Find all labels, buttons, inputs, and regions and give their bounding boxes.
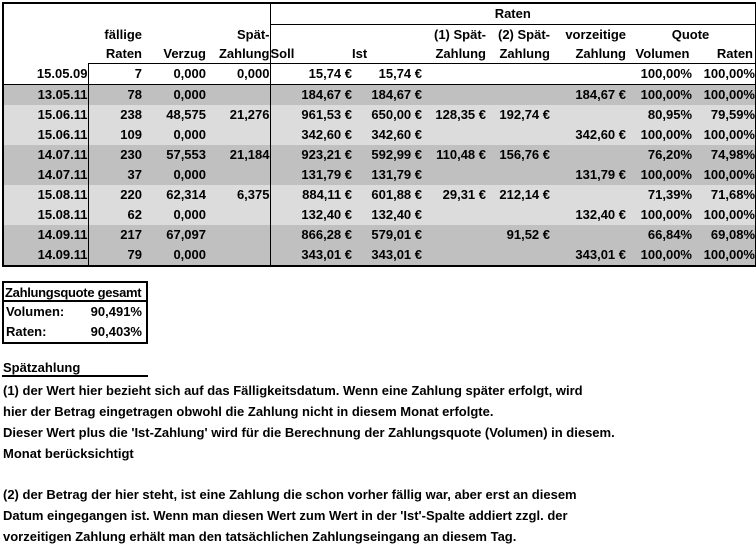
note1-line: (1) der Wert hier bezieht sich auf das Fälligkeitsdatum. Wenn eine Zahlung später erfolgt, wird bbox=[3, 383, 583, 398]
cell-spaetzahlung-1 bbox=[422, 205, 486, 225]
cell-faellige-raten: 7 bbox=[88, 64, 142, 85]
cell-date: 15.05.09 bbox=[3, 64, 88, 85]
cell-spaetzahlung-2 bbox=[486, 245, 550, 266]
cell-spaetzahlung-2 bbox=[486, 85, 550, 106]
cell-soll: 131,79 € bbox=[270, 165, 352, 185]
cell-quote-volumen: 100,00% bbox=[626, 205, 692, 225]
cell-faellige-raten: 238 bbox=[88, 105, 142, 125]
header-spaet2-line1: (2) Spät- bbox=[498, 27, 550, 42]
cell-verzug: 48,575 bbox=[142, 105, 206, 125]
cell-spaetzahlung-2: 212,14 € bbox=[486, 185, 550, 205]
cell-quote-volumen: 71,39% bbox=[626, 185, 692, 205]
table-row bbox=[3, 145, 756, 165]
cell-spaetzahlung-1 bbox=[422, 125, 486, 145]
cell-ist: 15,74 € bbox=[352, 64, 422, 85]
cell-spaetzahlung: 0,000 bbox=[206, 64, 270, 85]
cell-quote-raten: 100,00% bbox=[692, 125, 756, 145]
cell-date: 14.09.11 bbox=[3, 225, 88, 245]
table-header-row bbox=[3, 25, 756, 64]
header-quote-label: Quote bbox=[671, 27, 710, 42]
cell-spaetzahlung bbox=[206, 165, 270, 185]
cell-spaetzahlung-2: 91,52 € bbox=[486, 225, 550, 245]
cell-date: 14.07.11 bbox=[3, 145, 88, 165]
cell-soll: 866,28 € bbox=[270, 225, 352, 245]
note-paragraph-1 bbox=[3, 380, 615, 464]
header-ist-label: Ist bbox=[352, 46, 368, 61]
note1-line: hier der Betrag eingetragen obwohl die Zahlung nicht in diesem Monat erfolgte. bbox=[3, 404, 494, 419]
table-row bbox=[3, 205, 756, 225]
header-faellige-raten bbox=[88, 25, 142, 64]
cell-ist: 650,00 € bbox=[352, 105, 422, 125]
cell-faellige-raten: 78 bbox=[88, 85, 142, 106]
header-faellige-line2: Raten bbox=[105, 46, 142, 61]
cell-quote-raten: 100,00% bbox=[692, 245, 756, 266]
cell-quote-volumen: 76,20% bbox=[626, 145, 692, 165]
cell-spaetzahlung bbox=[206, 225, 270, 245]
cell-ist: 132,40 € bbox=[352, 205, 422, 225]
cell-verzug: 57,553 bbox=[142, 145, 206, 165]
table-row bbox=[3, 245, 756, 266]
cell-quote-raten: 69,08% bbox=[692, 225, 756, 245]
cell-ist: 601,88 € bbox=[352, 185, 422, 205]
header-quote-group bbox=[626, 25, 756, 64]
cell-vorzeitige: 342,60 € bbox=[550, 125, 626, 145]
summary-raten-label: Raten: bbox=[6, 324, 47, 339]
cell-spaetzahlung-2 bbox=[486, 165, 550, 185]
cell-faellige-raten: 37 bbox=[88, 165, 142, 185]
cell-faellige-raten: 62 bbox=[88, 205, 142, 225]
header-raten-label: Raten bbox=[716, 46, 753, 61]
cell-vorzeitige: 131,79 € bbox=[550, 165, 626, 185]
header-vorz-line1: vorzeitige bbox=[565, 27, 626, 42]
header-verzug bbox=[142, 25, 206, 64]
cell-verzug: 0,000 bbox=[142, 205, 206, 225]
table-row bbox=[3, 185, 756, 205]
cell-ist: 343,01 € bbox=[352, 245, 422, 266]
cell-quote-volumen: 100,00% bbox=[626, 165, 692, 185]
cell-verzug: 0,000 bbox=[142, 64, 206, 85]
header-date bbox=[3, 25, 88, 64]
cell-spaetzahlung: 6,375 bbox=[206, 185, 270, 205]
note2-line: vorzeitigen Zahlung erhält man den tatsächlichen Zahlungseingang an diesem Tag. bbox=[3, 529, 517, 544]
cell-faellige-raten: 230 bbox=[88, 145, 142, 165]
table-row bbox=[3, 64, 756, 85]
cell-soll: 184,67 € bbox=[270, 85, 352, 106]
payments-table bbox=[2, 2, 756, 267]
cell-vorzeitige: 132,40 € bbox=[550, 205, 626, 225]
cell-quote-raten: 100,00% bbox=[692, 64, 756, 85]
table-row bbox=[3, 225, 756, 245]
table-row bbox=[3, 85, 756, 106]
cell-spaetzahlung-2: 156,76 € bbox=[486, 145, 550, 165]
header-verzug-label: Verzug bbox=[163, 46, 206, 61]
note1-line: Monat berücksichtigt bbox=[3, 446, 134, 461]
table-row bbox=[3, 105, 756, 125]
notes-heading: Spätzahlung bbox=[2, 360, 148, 377]
cell-spaetzahlung-1: 128,35 € bbox=[422, 105, 486, 125]
cell-date: 15.08.11 bbox=[3, 205, 88, 225]
group-header-spacer bbox=[3, 3, 270, 25]
cell-vorzeitige: 184,67 € bbox=[550, 85, 626, 106]
cell-date: 13.05.11 bbox=[3, 85, 88, 106]
cell-spaetzahlung-2: 192,74 € bbox=[486, 105, 550, 125]
cell-spaetzahlung-2 bbox=[486, 125, 550, 145]
cell-verzug: 0,000 bbox=[142, 85, 206, 106]
cell-verzug: 0,000 bbox=[142, 125, 206, 145]
table-row bbox=[3, 125, 756, 145]
cell-date: 14.09.11 bbox=[3, 245, 88, 266]
cell-spaetzahlung-2 bbox=[486, 205, 550, 225]
header-spaet2-line2: Zahlung bbox=[499, 46, 550, 61]
header-soll bbox=[270, 25, 352, 64]
header-vorzeitige-zahlung bbox=[550, 25, 626, 64]
cell-verzug: 62,314 bbox=[142, 185, 206, 205]
cell-soll: 343,01 € bbox=[270, 245, 352, 266]
cell-quote-raten: 100,00% bbox=[692, 165, 756, 185]
cell-date: 14.07.11 bbox=[3, 165, 88, 185]
header-spaet-line1: Spät- bbox=[237, 27, 270, 42]
cell-quote-volumen: 100,00% bbox=[626, 125, 692, 145]
payment-quote-summary-box bbox=[2, 281, 148, 344]
cell-spaetzahlung-1 bbox=[422, 245, 486, 266]
cell-ist: 184,67 € bbox=[352, 85, 422, 106]
cell-verzug: 0,000 bbox=[142, 245, 206, 266]
summary-raten-row bbox=[4, 322, 146, 342]
cell-quote-raten: 100,00% bbox=[692, 85, 756, 106]
header-spaetzahlung-2 bbox=[486, 25, 550, 64]
table-row bbox=[3, 165, 756, 185]
cell-quote-raten: 71,68% bbox=[692, 185, 756, 205]
cell-quote-volumen: 100,00% bbox=[626, 85, 692, 106]
cell-soll: 884,11 € bbox=[270, 185, 352, 205]
note1-line: Dieser Wert plus die 'Ist-Zahlung' wird für die Berechnung der Zahlungsquote (Volumen) in diesem. bbox=[3, 425, 615, 440]
header-spaetzahlung-1 bbox=[422, 25, 486, 64]
cell-vorzeitige bbox=[550, 105, 626, 125]
summary-box-title: Zahlungsquote gesamt bbox=[4, 283, 146, 302]
cell-spaetzahlung-1: 29,31 € bbox=[422, 185, 486, 205]
summary-volumen-row bbox=[4, 302, 146, 322]
cell-faellige-raten: 217 bbox=[88, 225, 142, 245]
cell-verzug: 67,097 bbox=[142, 225, 206, 245]
cell-date: 15.06.11 bbox=[3, 125, 88, 145]
cell-spaetzahlung-1 bbox=[422, 165, 486, 185]
cell-quote-volumen: 100,00% bbox=[626, 245, 692, 266]
cell-spaetzahlung bbox=[206, 125, 270, 145]
cell-spaetzahlung bbox=[206, 85, 270, 106]
header-spaetzahlung bbox=[206, 25, 270, 64]
header-spaet-line2: Zahlung bbox=[218, 46, 270, 61]
header-ist bbox=[352, 25, 422, 64]
header-faellige-line1: fällige bbox=[104, 27, 142, 42]
group-header-raten: Raten bbox=[270, 3, 756, 25]
cell-faellige-raten: 220 bbox=[88, 185, 142, 205]
cell-vorzeitige bbox=[550, 64, 626, 85]
cell-quote-raten: 74,98% bbox=[692, 145, 756, 165]
cell-ist: 131,79 € bbox=[352, 165, 422, 185]
cell-verzug: 0,000 bbox=[142, 165, 206, 185]
cell-spaetzahlung-1 bbox=[422, 225, 486, 245]
cell-spaetzahlung: 21,276 bbox=[206, 105, 270, 125]
header-quote-columns bbox=[626, 44, 755, 63]
cell-vorzeitige: 343,01 € bbox=[550, 245, 626, 266]
header-vorz-line2: Zahlung bbox=[575, 46, 626, 61]
cell-vorzeitige bbox=[550, 225, 626, 245]
cell-soll: 961,53 € bbox=[270, 105, 352, 125]
cell-ist: 579,01 € bbox=[352, 225, 422, 245]
summary-raten-value: 90,403% bbox=[90, 324, 142, 339]
cell-vorzeitige bbox=[550, 145, 626, 165]
summary-volumen-label: Volumen: bbox=[6, 304, 65, 319]
cell-vorzeitige bbox=[550, 185, 626, 205]
cell-spaetzahlung-2 bbox=[486, 64, 550, 85]
header-volumen-label: Volumen bbox=[635, 46, 690, 61]
table-group-header-row bbox=[3, 3, 756, 25]
cell-faellige-raten: 79 bbox=[88, 245, 142, 266]
cell-spaetzahlung-1: 110,48 € bbox=[422, 145, 486, 165]
note-paragraph-2 bbox=[3, 484, 577, 547]
cell-spaetzahlung-1 bbox=[422, 85, 486, 106]
cell-quote-volumen: 80,95% bbox=[626, 105, 692, 125]
cell-date: 15.06.11 bbox=[3, 105, 88, 125]
cell-soll: 923,21 € bbox=[270, 145, 352, 165]
header-spaet1-line2: Zahlung bbox=[435, 46, 486, 61]
summary-volumen-value: 90,491% bbox=[90, 304, 142, 319]
cell-spaetzahlung: 21,184 bbox=[206, 145, 270, 165]
cell-faellige-raten: 109 bbox=[88, 125, 142, 145]
cell-spaetzahlung-1 bbox=[422, 64, 486, 85]
cell-soll: 132,40 € bbox=[270, 205, 352, 225]
header-soll-label: Soll bbox=[270, 46, 295, 61]
cell-ist: 592,99 € bbox=[352, 145, 422, 165]
cell-quote-raten: 79,59% bbox=[692, 105, 756, 125]
cell-spaetzahlung bbox=[206, 205, 270, 225]
note2-line: Datum eingegangen ist. Wenn man diesen Wert zum Wert in der 'Ist'-Spalte addiert zzgl. der bbox=[3, 508, 568, 523]
cell-soll: 15,74 € bbox=[270, 64, 352, 85]
note2-line: (2) der Betrag der hier steht, ist eine Zahlung die schon vorher fällig war, aber erst an diesem bbox=[3, 487, 577, 502]
header-spaet1-line1: (1) Spät- bbox=[434, 27, 486, 42]
cell-quote-volumen: 66,84% bbox=[626, 225, 692, 245]
cell-ist: 342,60 € bbox=[352, 125, 422, 145]
cell-spaetzahlung bbox=[206, 245, 270, 266]
cell-date: 15.08.11 bbox=[3, 185, 88, 205]
cell-soll: 342,60 € bbox=[270, 125, 352, 145]
cell-quote-volumen: 100,00% bbox=[626, 64, 692, 85]
cell-quote-raten: 100,00% bbox=[692, 205, 756, 225]
